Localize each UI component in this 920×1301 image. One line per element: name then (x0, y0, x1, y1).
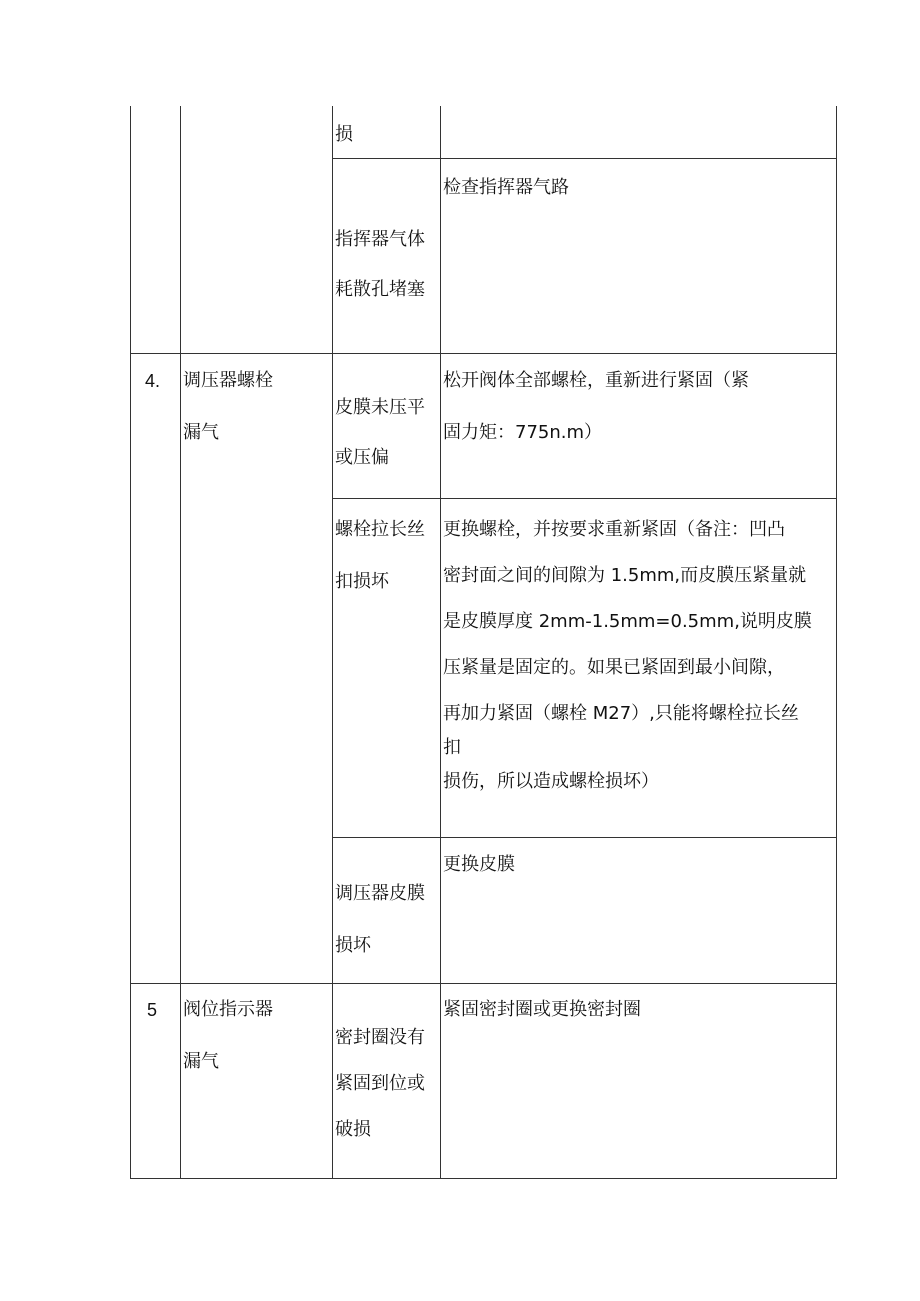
table-row (335, 122, 353, 148)
remedy-text: 扣 (443, 737, 461, 758)
cause-text: 指挥器气体 (335, 229, 425, 250)
table-row (443, 852, 515, 878)
table-row (335, 227, 425, 303)
cause-text: 调压器皮膜 (335, 883, 425, 904)
fault-text: 调压器螺栓 (183, 370, 273, 391)
table-row (335, 395, 425, 471)
remedy-text: 紧固密封圈或更换密封圈 (443, 999, 641, 1020)
remedy-text: 更换皮膜 (443, 854, 515, 875)
table-row-divider (332, 498, 837, 499)
remedy-text: 再加力紧固（螺栓 M27）,只能将螺栓拉长丝 (443, 703, 799, 724)
table-border-left (130, 106, 131, 1179)
table-row (443, 175, 569, 201)
cause-text: 或压偏 (335, 447, 389, 468)
remedy-text: 固力矩：775n.m） (443, 422, 603, 443)
remedy-text: 损伤，所以造成螺栓损坏） (443, 771, 659, 792)
fault-cell (183, 368, 273, 446)
remedy-text: 检查指挥器气路 (443, 177, 569, 198)
cause-text: 耗散孔堵塞 (335, 279, 425, 300)
remedy-text: 更换螺栓，并按要求重新紧固（备注：凹凸 (443, 519, 785, 540)
cause-text: 破损 (335, 1119, 371, 1140)
cause-text: 密封圈没有 (335, 1027, 425, 1048)
table-row (335, 881, 425, 959)
fault-text: 漏气 (183, 1051, 219, 1072)
cause-text: 皮膜未压平 (335, 397, 425, 418)
table-row-divider (332, 158, 837, 159)
cause-text: 紧固到位或 (335, 1073, 425, 1094)
cause-text: 损 (335, 124, 353, 145)
table-column-divider-3 (440, 106, 441, 1179)
remedy-text: 密封面之间的间隙为 1.5mm,而皮膜压紧量就 (443, 565, 807, 586)
table-column-divider-2 (332, 106, 333, 1179)
row-number: 4. (145, 371, 161, 391)
table-border-bottom (130, 1178, 837, 1179)
table-border-right (836, 106, 837, 1179)
cause-text: 损坏 (335, 935, 371, 956)
remedy-text: 压紧量是固定的。如果已紧固到最小间隙， (443, 657, 785, 678)
fault-text: 阀位指示器 (183, 999, 273, 1020)
table-row (443, 997, 641, 1023)
table-row (443, 368, 749, 446)
table-row (443, 517, 812, 795)
table-row-divider (130, 353, 837, 354)
fault-cell (183, 997, 273, 1075)
table-column-divider-1 (180, 106, 181, 1179)
fault-text: 漏气 (183, 422, 219, 443)
remedy-text: 是皮膜厚度 2mm-1.5mm=0.5mm,说明皮膜 (443, 611, 812, 632)
table-row (335, 1025, 425, 1143)
remedy-text: 松开阀体全部螺栓，重新进行紧固（紧 (443, 370, 749, 391)
cause-text: 扣损坏 (335, 571, 389, 592)
table-row-divider (332, 837, 837, 838)
row-number: 5 (147, 1000, 158, 1020)
table-row-divider (130, 983, 837, 984)
table-row (335, 517, 425, 595)
cause-text: 螺栓拉长丝 (335, 519, 425, 540)
